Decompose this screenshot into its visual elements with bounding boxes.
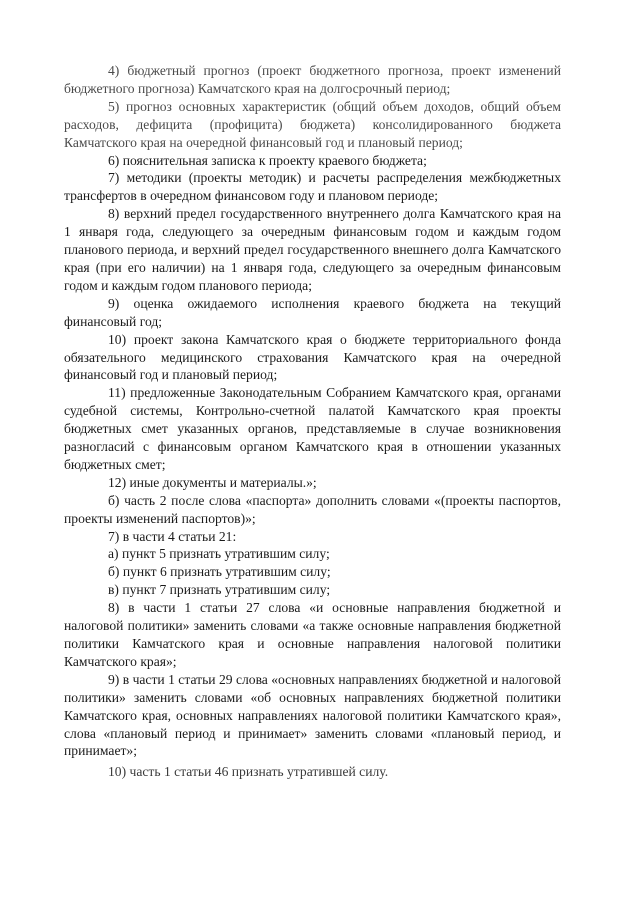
paragraph-article-21-v: в) пункт 7 признать утратившим силу; <box>108 582 331 598</box>
paragraph-item-4: 4) бюджетный прогноз (проект бюджетного прогноза, проект изменений бюджетного прогноза) Камчатского края на долгосрочный период; <box>64 63 561 96</box>
paragraph-article-29: 9) в части 1 статьи 29 слова «основных направлениях бюджетной и налоговой политики» заменить словами «об основных направлениях бюджетной политики Камчатского края, основных направлениях налоговой политики Камчатского края», слова «плановый период и принимает» заменить словами «плановый период, и принимает»; <box>64 671 561 759</box>
paragraph-amendment-b: б) часть 2 после слова «паспорта» дополнить словами «(проекты паспортов, проекты изменений паспортов)»; <box>64 492 561 526</box>
paragraph-item-12: 12) иные документы и материалы.»; <box>108 474 317 490</box>
paragraph-article-21: 7) в части 4 статьи 21: <box>108 528 237 544</box>
paragraph-item-9: 9) оценка ожидаемого исполнения краевого бюджета на текущий финансовый год; <box>64 295 561 329</box>
paragraph-article-21-b: б) пункт 6 признать утратившим силу; <box>108 564 331 580</box>
paragraph-item-5: 5) прогноз основных характеристик (общий объем доходов, общий объем расходов, дефицита (профицита) бюджета) консолидированного бюджета Камчатского края на очередной финансовый год и плановый период; <box>64 98 561 150</box>
paragraph-article-21-a: а) пункт 5 признать утратившим силу; <box>108 546 330 562</box>
paragraph-article-46: 10) часть 1 статьи 46 признать утратившей силу. <box>108 764 389 780</box>
paragraph-item-11: 11) предложенные Законодательным Собранием Камчатского края, органами судебной системы, Контрольно-счетной палатой Камчатского края проекты бюджетных смет указанных органов, представляемые в случае возникновения разногласий с финансовым органом Камчатского края в отношении указанных бюджетных смет; <box>64 385 561 472</box>
document-page <box>64 62 561 781</box>
paragraph-article-27: 8) в части 1 статьи 27 слова «и основные направления бюджетной и налоговой политики» заменить словами «а также основные направления бюджетной политики Камчатского края и основные направления налоговой политики Камчатского края»; <box>64 600 561 669</box>
paragraph-item-10: 10) проект закона Камчатского края о бюджете территориального фонда обязательного медицинского страхования Камчатского края на очередной финансовый год и плановый период; <box>64 331 561 383</box>
paragraph-item-7: 7) методики (проекты методик) и расчеты распределения межбюджетных трансфертов в очередном финансовом году и плановом периоде; <box>64 170 561 204</box>
paragraph-item-6: 6) пояснительная записка к проекту краевого бюджета; <box>108 152 427 168</box>
paragraph-item-8: 8) верхний предел государственного внутреннего долга Камчатского края на 1 января года, следующего за очередным финансовым годом и каждым годом планового периода, и верхний предел государственного внешнего долга Камчатского края (при его наличии) на 1 января года, следующего за очередным финансовым годом и каждым годом планового периода; <box>64 206 561 293</box>
